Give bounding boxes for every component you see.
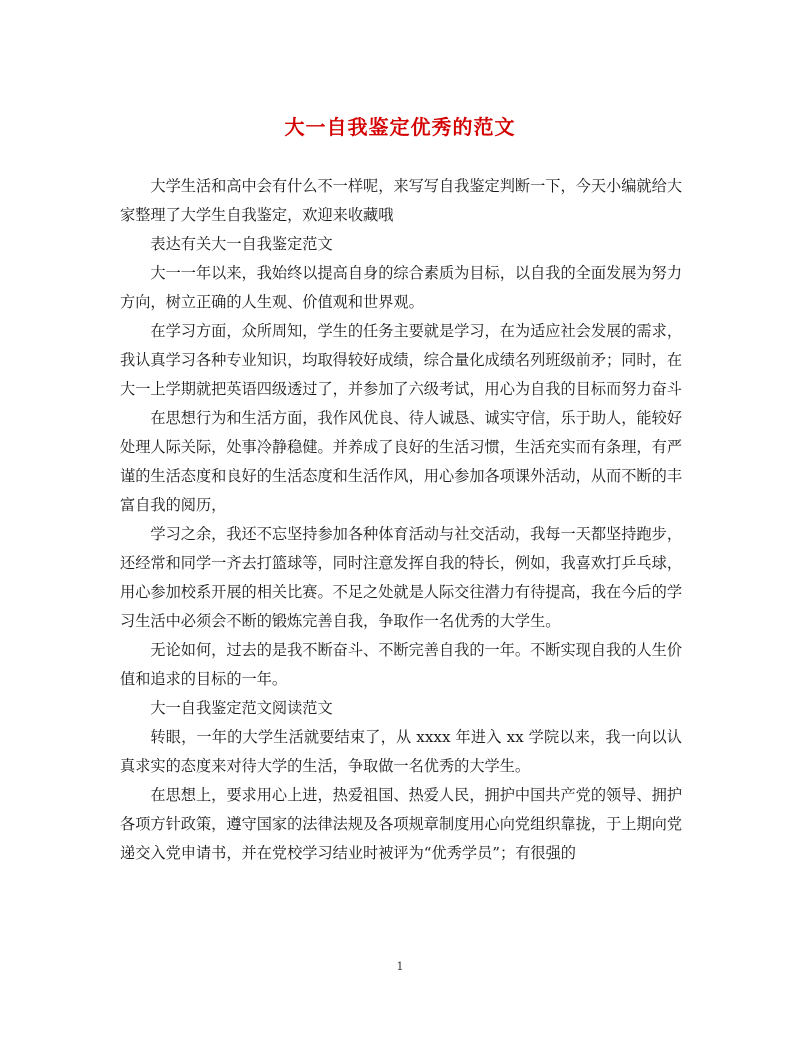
paragraph: 学习之余，我还不忘坚持参加各种体育活动与社交活动，我每一天都坚持跑步，还经常和同学一齐去打篮球等，同时注意发挥自我的特长，例如，我喜欢打乒乓球，用心参加校系开展的相关比赛。不足之处就是人际交往潜力有待提高，我在今后的学习生活中必须会不断的锻炼完善自我，争取作一名优秀的大学生。 <box>120 525 682 630</box>
paragraph: 转眼，一年的大学生活就要结束了，从 xxxx 年进入 xx 学院以来，我一向以认真求实的态度来对待大学的生活，争取做一名优秀的大学生。 <box>120 728 682 775</box>
paragraph: 在思想上，要求用心上进，热爱祖国、热爱人民，拥护中国共产党的领导、拥护各项方针政策，遵守国家的法律法规及各项规章制度用心向党组织靠拢，于上期向党递交入党申请书，并在党校学习结业时被评为“优秀学员”；有很强的 <box>120 786 682 862</box>
paragraph: 在思想行为和生活方面，我作风优良、待人诚恳、诚实守信，乐于助人，能较好处理人际关际，处事冷静稳健。并养成了良好的生活习惯，生活充实而有条理，有严谨的生活态度和良好的生活态度和生活作风，用心参加各项课外活动，从而不断的丰富自我的阅历， <box>120 409 682 514</box>
paragraph: 在学习方面，众所周知，学生的任务主要就是学习，在为适应社会发展的需求，我认真学习各种专业知识，均取得较好成绩，综合量化成绩名列班级前矛；同时，在大一上学期就把英语四级透过了，并参加了六级考试，用心为自我的目标而努力奋斗 <box>120 322 682 398</box>
document-title: 大一自我鉴定优秀的范文 <box>284 115 516 139</box>
page-number: 1 <box>396 960 404 973</box>
section-heading-2: 大一自我鉴定范文阅读范文 <box>150 699 333 717</box>
paragraph: 大一一年以来，我始终以提高自身的综合素质为目标，以自我的全面发展为努力方向，树立正确的人生观、价值观和世界观。 <box>120 264 682 311</box>
section-heading-1: 表达有关大一自我鉴定范文 <box>150 235 333 253</box>
paragraph-intro: 大学生活和高中会有什么不一样呢，来写写自我鉴定判断一下，今天小编就给大家整理了大学生自我鉴定，欢迎来收藏哦 <box>120 177 682 224</box>
paragraph: 无论如何，过去的是我不断奋斗、不断完善自我的一年。不断实现自我的人生价值和追求的目标的一年。 <box>120 641 682 688</box>
document-body <box>120 172 682 868</box>
